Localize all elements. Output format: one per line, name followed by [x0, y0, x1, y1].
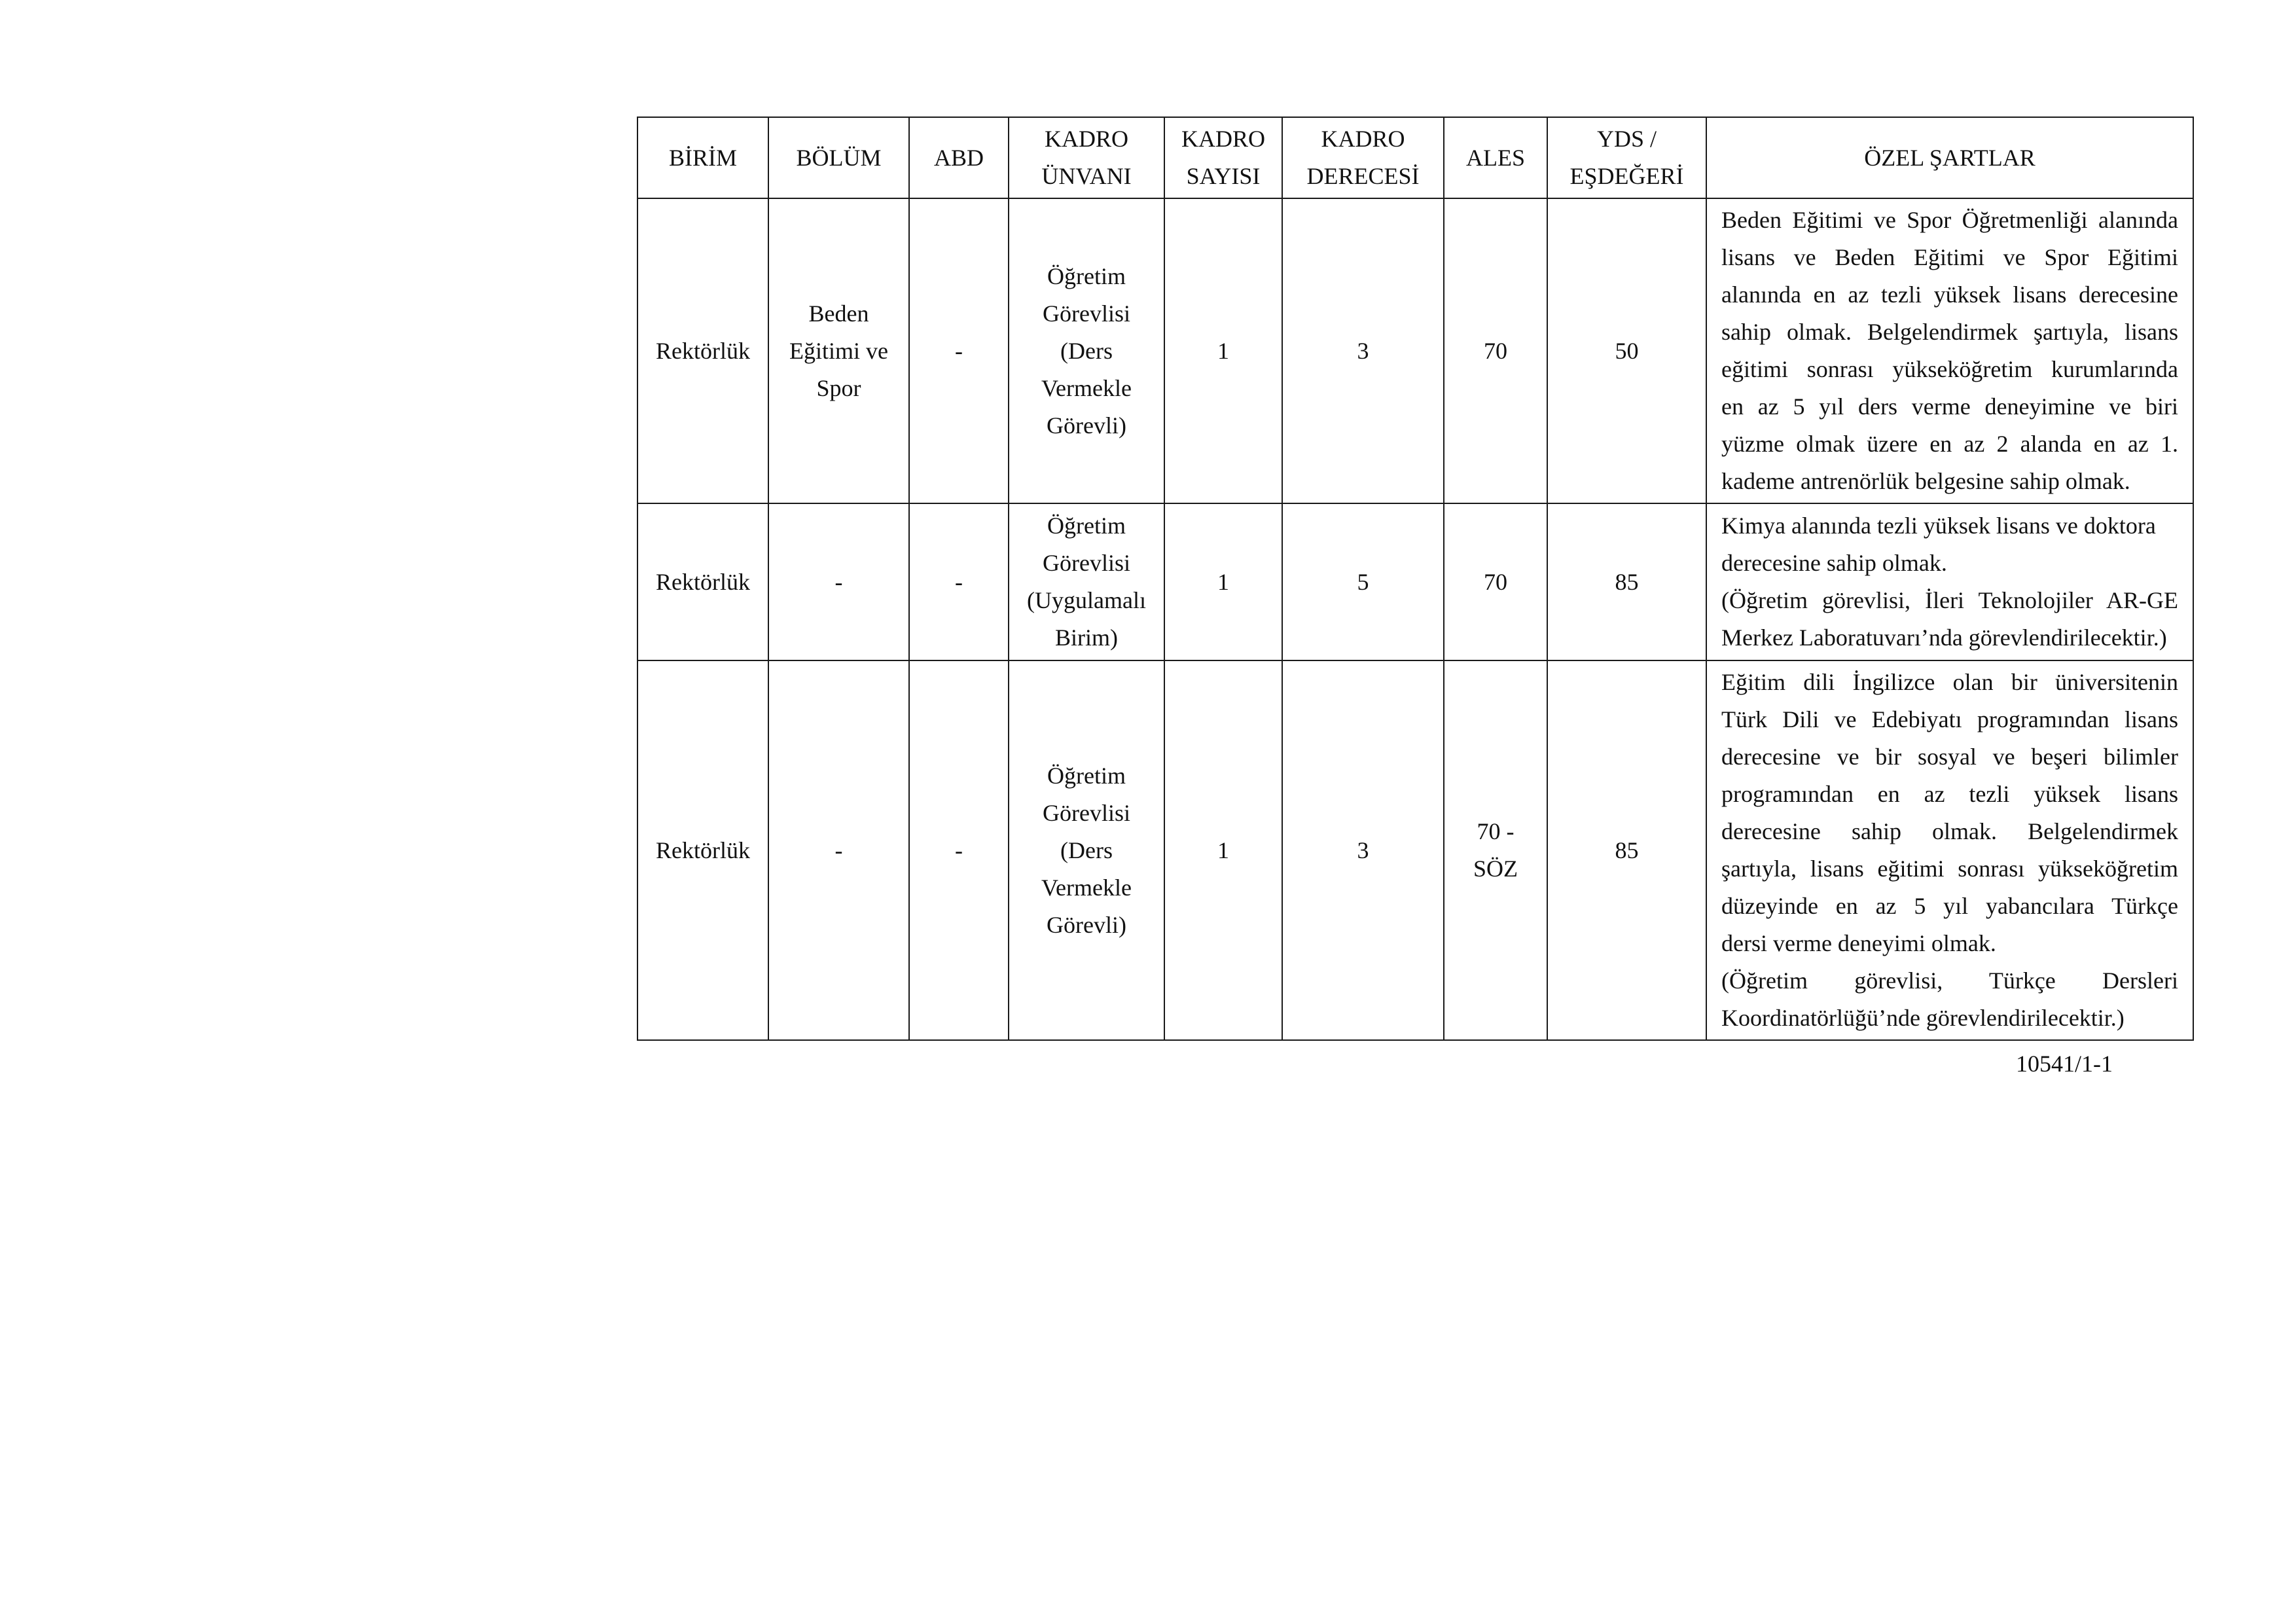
cell-line: 85 [1615, 568, 1639, 595]
terms-line: yüzme olmak üzere en az 2 alanda en az 1. [1721, 431, 2178, 457]
header-ozel-sartlar [1706, 117, 2193, 198]
cell-line: Birim) [1055, 624, 1118, 651]
table-row [637, 503, 2193, 660]
header-abd [909, 117, 1009, 198]
cell-birim [637, 198, 768, 503]
terms-line: alanında en az tezli yüksek lisans derecesine [1721, 281, 2178, 308]
cell-line: Öğretim [1047, 513, 1126, 539]
cell-line: Rektörlük [656, 337, 750, 364]
terms-line: lisans ve Beden Eğitimi ve Spor Eğitimi [1721, 244, 2178, 270]
cell-line: (Ders [1060, 337, 1113, 364]
terms-line: Türk Dili ve Edebiyatı programından lisans [1721, 706, 2178, 732]
cell-ales [1444, 660, 1547, 1040]
cell-ozel-sartlar [1706, 503, 2193, 660]
terms-line: derecesine sahip olmak. [1721, 550, 1947, 576]
terms-line: en az 5 yıl ders verme deneyimine ve biri [1721, 393, 2178, 420]
table-row [637, 660, 2193, 1040]
cell-line: 5 [1357, 568, 1369, 595]
cell-line: ÖZEL ŞARTLAR [1864, 144, 2036, 171]
cell-kadro-derecesi [1282, 198, 1444, 503]
cell-abd [909, 503, 1009, 660]
cell-bolum [768, 198, 909, 503]
cell-bolum [768, 660, 909, 1040]
cell-line: Görevli) [1047, 412, 1126, 439]
cell-line: KADRO [1321, 126, 1405, 152]
terms-line: Koordinatörlüğü’nde görevlendirilecektir.) [1721, 1005, 2125, 1031]
terms-line: derecesine ve bir sosyal ve beşeri bilimler [1721, 744, 2178, 770]
terms-line: dersi verme deneyimi olmak. [1721, 930, 1996, 956]
cell-line: ÜNVANI [1041, 163, 1132, 189]
terms-line: eğitimi sonrası yükseköğretim kurumlarında [1721, 356, 2178, 382]
terms-line: (Öğretim görevlisi, İleri Teknolojiler AR-GE [1721, 587, 2178, 613]
cell-line: ALES [1466, 144, 1525, 171]
cell-line: Beden [808, 300, 869, 327]
cell-line: Görevlisi [1043, 799, 1130, 826]
terms-line: Kimya alanında tezli yüksek lisans ve doktora [1721, 513, 2156, 539]
cell-line: BİRİM [668, 144, 737, 171]
cell-kadro-unvani [1009, 660, 1164, 1040]
cell-line: YDS / [1596, 126, 1657, 152]
cell-line: 1 [1217, 837, 1229, 863]
cell-line: 3 [1357, 337, 1369, 364]
cell-birim [637, 660, 768, 1040]
cell-line: - [834, 568, 843, 595]
header-birim [637, 117, 768, 198]
cell-line: 70 [1484, 337, 1507, 364]
header-kadro-derecesi [1282, 117, 1444, 198]
cell-line: ABD [933, 144, 984, 171]
cell-line: KADRO [1181, 126, 1265, 152]
cell-line: Vermekle [1041, 374, 1132, 401]
header-kadro-sayisi [1164, 117, 1282, 198]
cell-line: DERECESİ [1306, 163, 1420, 189]
header-row [637, 117, 2193, 198]
terms-line: kademe antrenörlük belgesine sahip olmak. [1721, 468, 2130, 494]
cell-line: - [955, 337, 963, 364]
cell-line: - [834, 837, 843, 863]
cell-line: Eğitimi ve [789, 337, 888, 364]
cell-yds [1547, 198, 1706, 503]
cell-line: 1 [1217, 568, 1229, 595]
cell-kadro-derecesi [1282, 503, 1444, 660]
cell-line: 70 - [1477, 818, 1515, 844]
cell-line: SAYISI [1186, 163, 1261, 189]
cell-line: 50 [1615, 337, 1639, 364]
terms-line: Beden Eğitimi ve Spor Öğretmenliği alanında [1721, 207, 2178, 233]
terms-line: programından en az tezli yüksek lisans [1721, 781, 2178, 807]
cell-line: - [955, 837, 963, 863]
cell-line: (Ders [1060, 837, 1113, 863]
terms-line: düzeyinde en az 5 yıl yabancılara Türkçe [1721, 893, 2178, 919]
cell-line: Görevlisi [1043, 550, 1130, 576]
cell-line: Vermekle [1041, 874, 1132, 901]
cell-ozel-sartlar [1706, 198, 2193, 503]
cell-kadro-derecesi [1282, 660, 1444, 1040]
cell-birim [637, 503, 768, 660]
cell-ozel-sartlar [1706, 660, 2193, 1040]
cell-line: 3 [1357, 837, 1369, 863]
document-reference-number: 10541/1-1 [2016, 1051, 2113, 1077]
cell-yds [1547, 503, 1706, 660]
terms-line: (Öğretim görevlisi, Türkçe Dersleri [1721, 967, 2178, 994]
cell-kadro-sayisi [1164, 503, 1282, 660]
cell-line: SÖZ [1473, 856, 1518, 882]
cell-line: KADRO [1044, 126, 1128, 152]
terms-line: Eğitim dili İngilizce olan bir üniversitenin [1721, 669, 2178, 695]
cell-line: Rektörlük [656, 568, 750, 595]
table-row [637, 198, 2193, 503]
cell-line: (Uygulamalı [1027, 587, 1146, 613]
terms-line: Merkez Laboratuvarı’nda görevlendirilecektir.) [1721, 624, 2167, 651]
cell-yds [1547, 660, 1706, 1040]
header-yds [1547, 117, 1706, 198]
terms-line: sahip olmak. Belgelendirmek şartıyla, lisans [1721, 319, 2178, 345]
cell-kadro-sayisi [1164, 660, 1282, 1040]
cell-line: Görevli) [1047, 911, 1126, 938]
cell-line: Rektörlük [656, 837, 750, 863]
cell-abd [909, 198, 1009, 503]
cell-line: Görevlisi [1043, 300, 1130, 327]
header-bolum [768, 117, 909, 198]
cell-kadro-unvani [1009, 198, 1164, 503]
header-ales [1444, 117, 1547, 198]
cell-ales [1444, 198, 1547, 503]
cell-kadro-sayisi [1164, 198, 1282, 503]
cell-line: 1 [1217, 337, 1229, 364]
terms-line: derecesine sahip olmak. Belgelendirmek [1721, 818, 2178, 844]
cell-line: - [955, 568, 963, 595]
cell-line: EŞDEĞERİ [1570, 163, 1684, 189]
terms-line: şartıyla, lisans eğitimi sonrası yükseköğretim [1721, 856, 2178, 882]
cell-abd [909, 660, 1009, 1040]
cell-line: Öğretim [1047, 762, 1126, 789]
cell-bolum [768, 503, 909, 660]
cell-kadro-unvani [1009, 503, 1164, 660]
cell-line: Öğretim [1047, 262, 1126, 289]
header-kadro-unvani [1009, 117, 1164, 198]
cell-line: 85 [1615, 837, 1639, 863]
cell-line: Spor [816, 374, 861, 401]
positions-table [637, 117, 2194, 1041]
cell-line: 70 [1484, 568, 1507, 595]
cell-line: BÖLÜM [796, 144, 882, 171]
cell-ales [1444, 503, 1547, 660]
